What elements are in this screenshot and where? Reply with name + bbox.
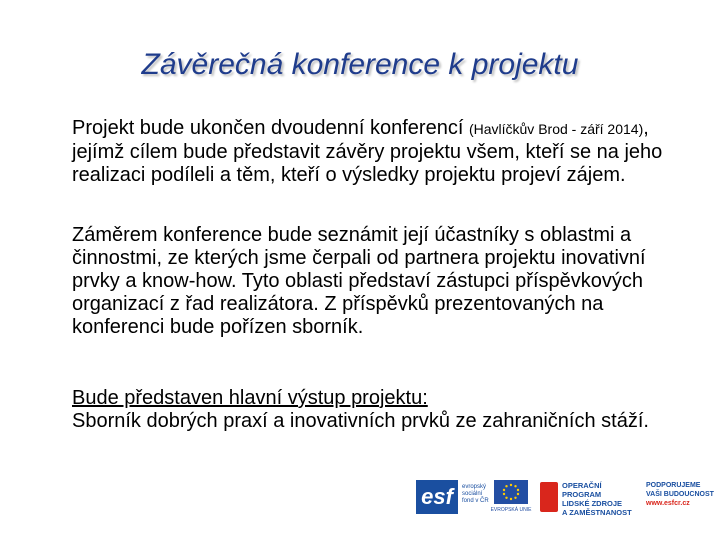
slide-title: Závěrečná konference k projektu (141, 48, 579, 81)
paragraph-conference-text-b: , jejímž cílem bude představit závěry projektu všem, kteří se na jeho realizaci podíleli a těm, kteří o výsledky projektu projeví zájem. (72, 117, 663, 186)
op-logo-icon (540, 482, 558, 512)
support-logo-text (646, 481, 716, 508)
eu-flag-icon (494, 480, 528, 504)
eu-logo-text: EVROPSKÁ UNIE (490, 507, 532, 513)
op-line-2: LIDSKÉ ZDROJE (562, 499, 623, 508)
op-line-3: A ZAMĚSTNANOST (562, 508, 632, 517)
paragraph-output-text: Sborník dobrých praxí a inovativních prvků ze zahraničních stáží. (72, 410, 649, 432)
op-logo-text (562, 481, 642, 517)
esf-logo-text: evropský sociální fond v ČR (462, 484, 489, 504)
paragraph-output-heading: Bude představen hlavní výstup projektu: (72, 387, 428, 409)
esf-logo: esf (416, 480, 458, 514)
paragraph-output (72, 387, 684, 433)
logo-bar (416, 478, 714, 518)
paragraph-conference-text-a: Projekt bude ukončen dvoudenní konferencí (72, 117, 469, 139)
support-url: www.esfcr.cz (646, 500, 690, 507)
paragraph-conference-location: (Havlíčkův Brod - září 2014) (468, 121, 644, 137)
op-line-1: OPERAČNÍ PROGRAM (562, 481, 602, 499)
support-line-2: VAŠI BUDOUCNOST (646, 491, 714, 498)
paragraph-conference (72, 117, 684, 187)
paragraph-intent: Záměrem konference bude seznámit její účastníky s oblastmi a činnostmi, ze kterých jsme čerpali od partnera projektu inovativní prvky a know-how. Tyto oblasti představí zástupci příspěvkových organizací z řad realizátora. Z příspěvků prezentovaných na konferenci bude pořízen sborník. (72, 224, 646, 338)
support-line-1: PODPORUJEME (646, 482, 701, 489)
